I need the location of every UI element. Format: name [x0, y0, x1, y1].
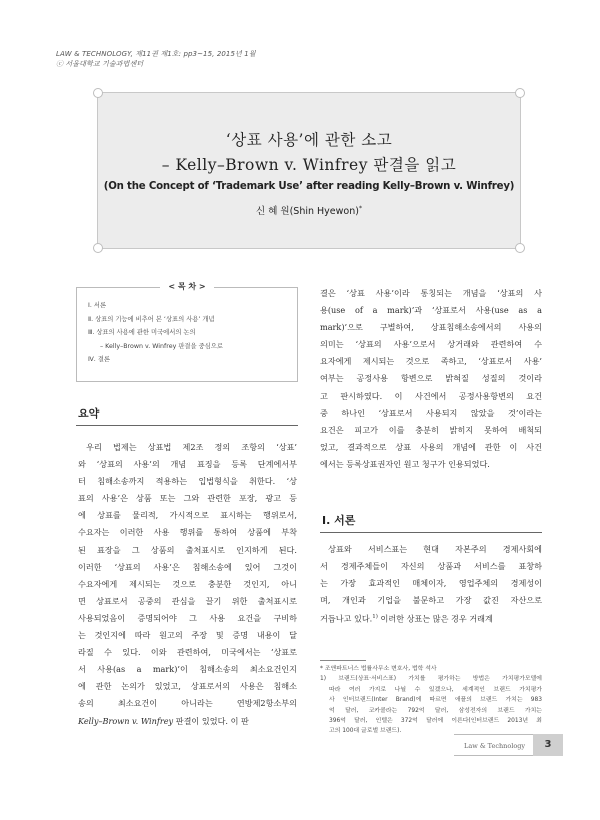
- copyright-line: ⓒ 서울대학교 기술과법센터: [56, 60, 144, 68]
- text-line: [320, 609, 542, 628]
- table-of-contents: [76, 282, 298, 382]
- footnotes: [320, 664, 542, 737]
- text-line: 용(use of a mark)’과 ‘상표로서 사용(use as a: [320, 305, 542, 316]
- text-line: [78, 713, 297, 730]
- abstract-heading: 요약: [78, 407, 100, 420]
- frame-corner: [93, 88, 103, 98]
- abstract-rule: [76, 425, 298, 426]
- footer-journal-label: Law & Technology: [454, 734, 533, 756]
- text-line: 와 ‘상표의 사용’의 개념 표징을 등록 단계에서부: [78, 459, 297, 470]
- author-footnote-mark: *: [358, 204, 362, 212]
- author-name: 신 혜 원(Shin Hyewon): [256, 206, 359, 217]
- text-line: mark)’으로 구별하여, 상표침해소송에서의 사용의: [320, 322, 542, 333]
- frame-corner: [515, 243, 525, 253]
- journal-citation: LAW & TECHNOLOGY, 제11권 제1호: pp3~15, 2015년 1월: [56, 50, 256, 58]
- toc-item: – Kelly–Brown v. Winfrey 판결을 중심으로: [100, 342, 223, 350]
- page-number: 3: [533, 734, 563, 756]
- page-footer: [454, 734, 552, 756]
- frame-corner: [515, 88, 525, 98]
- text-line: 우리 법제는 상표법 제2조 정의 조항의 ‘상표’: [86, 442, 297, 452]
- title-korean-line2: – Kelly–Brown v. Winfrey 판결을 읽고: [161, 156, 457, 174]
- footnote-line: 억 달러, 코카콜라는 792억 달러, 삼성전자의 브랜드 가치는: [329, 707, 542, 714]
- footnote-line: 사 인터브랜드(Inter Brand)에 따르면 애플의 브랜드 가치는 983: [329, 697, 542, 704]
- text-line: 요자에게 제시되는 것으로 족하고, ‘상표로서 사용’: [320, 356, 542, 367]
- text-fragment: 판결이 있었다. 이 판: [173, 715, 249, 726]
- text-line: 중 하나인 ‘상표로서 사용되지 않았을 것’이라는: [320, 407, 542, 418]
- intro-heading: Ⅰ. 서론: [322, 514, 356, 527]
- text-line: 여부는 공정사용 항변으로 밝혀질 성질의 것이라: [320, 373, 542, 384]
- text-line: 에 관한 논의가 있었고, 상표로서의 사용은 침해소: [78, 681, 297, 692]
- title-english: (On the Concept of ‘Trademark Use’ after reading Kelly–Brown v. Winfrey): [103, 181, 515, 192]
- toc-item: Ⅳ. 결론: [88, 356, 110, 363]
- footnote-line: 1) 브랜드(상표·서비스표) 가치를 평가하는 방법은 가치평가모델에: [320, 676, 542, 683]
- footnote-author: * 조앤파트너스 법률사무소 변호사, 법학 석사: [320, 666, 437, 672]
- text-line: 는 것인지에 따라 원고의 주장 및 증명 내용이 달: [78, 630, 297, 641]
- footnote-line: 따라 여러 가지로 나뉠 수 있겠으나, 세계적인 브랜드 가치평가: [329, 686, 542, 693]
- right-column-text: [320, 285, 542, 473]
- toc-item: Ⅰ. 서론: [88, 302, 107, 309]
- text-line: 상표와 서비스표는 현대 자본주의 경제사회에: [328, 544, 542, 554]
- text-line: 터 침해소송까지 적용하는 입법형식을 취한다. ‘상: [78, 476, 297, 487]
- text-line: 요건은 피고가 이를 충분히 밝히지 못하여 배척되: [320, 424, 542, 435]
- text-fragment: 거듭나고 있다.: [320, 614, 373, 625]
- text-line: 서 사용(as a mark)’이 침해소송의 최소요건인지: [78, 664, 297, 675]
- text-line: 수요자는 이러한 사용 행위를 통하여 상품에 부착: [78, 527, 297, 538]
- title-korean-line1: ‘상표 사용’에 관한 소고: [225, 131, 393, 149]
- text-line: 의미는 ‘상표의 사용’으로서 상거래와 관련하여 수: [320, 339, 542, 350]
- text-line: 송의 최소요건이 아니라는 연방제2항소부의: [78, 698, 297, 709]
- text-line: 라질 수 있다. 이와 관련하여, 미국에서는 ‘상표로: [78, 647, 297, 658]
- text-line: 된 표장을 그 상품의 출처표시로 인지하게 된다.: [78, 544, 297, 555]
- toc-item: Ⅲ. 상표의 사용에 관한 미국에서의 논의: [88, 329, 196, 336]
- text-line: 수요자에게 제시되는 것으로 충분한 것인지, 아니: [78, 578, 297, 589]
- text-line: 었고, 결과적으로 상표 사용의 개념에 관한 이 사건: [320, 441, 542, 452]
- text-line: 이러한 ‘상표의 사용’은 침해소송에 있어 그것이: [78, 561, 297, 572]
- footnote-line: 396억 달러, 인텔은 372억 달러에 이른다(인터브랜드 2013년 최: [329, 718, 542, 725]
- footnote-line: 고의 100대 글로벌 브랜드).: [329, 728, 402, 735]
- text-line: 고 판시하였다. 이 사건에서 공정사용항변의 요건: [320, 390, 542, 401]
- author-line: [97, 203, 521, 217]
- frame-corner: [93, 243, 103, 253]
- text-line: 사용되었음이 증명되어야 그 사용 요건을 구비하: [78, 612, 297, 623]
- text-line: 에서는 등록상표권자인 원고 청구가 인용되었다.: [320, 458, 490, 469]
- text-line: 결은 ‘상표 사용’이라 통칭되는 개념을 ‘상표의 사: [320, 288, 542, 298]
- footnote-ref: 1): [372, 614, 378, 621]
- intro-body: [320, 541, 542, 628]
- text-line: 서 경제주체들이 자신의 상품과 서비스를 표창하: [320, 561, 542, 572]
- text-line: 표의 사용’은 상품 또는 그와 관련한 포장, 광고 등: [78, 493, 297, 504]
- intro-rule: [320, 532, 542, 533]
- text-line: 는 가장 효과적인 매체이자, 영업주체의 경제성이: [320, 578, 542, 589]
- text-line: 면 상표로서 공중의 관심을 끌기 위한 출처표시로: [78, 595, 297, 606]
- toc-title: < 목 차 >: [77, 281, 297, 292]
- text-line: 며, 개인과 기업을 불문하고 가장 값진 자산으로: [320, 595, 542, 606]
- footnote-separator: [320, 660, 366, 661]
- text-fragment: 이러한 상표는 많은 경우 거래계: [377, 614, 493, 625]
- text-line: 에 상표를 물리적, 가시적으로 표시하는 행위로서,: [78, 510, 297, 521]
- toc-item: Ⅱ. 상표의 기능에 비추어 본 ‘상표의 사용’ 개념: [88, 315, 215, 323]
- abstract-body: [78, 439, 297, 730]
- case-name: Kelly–Brown v. Winfrey: [78, 715, 174, 726]
